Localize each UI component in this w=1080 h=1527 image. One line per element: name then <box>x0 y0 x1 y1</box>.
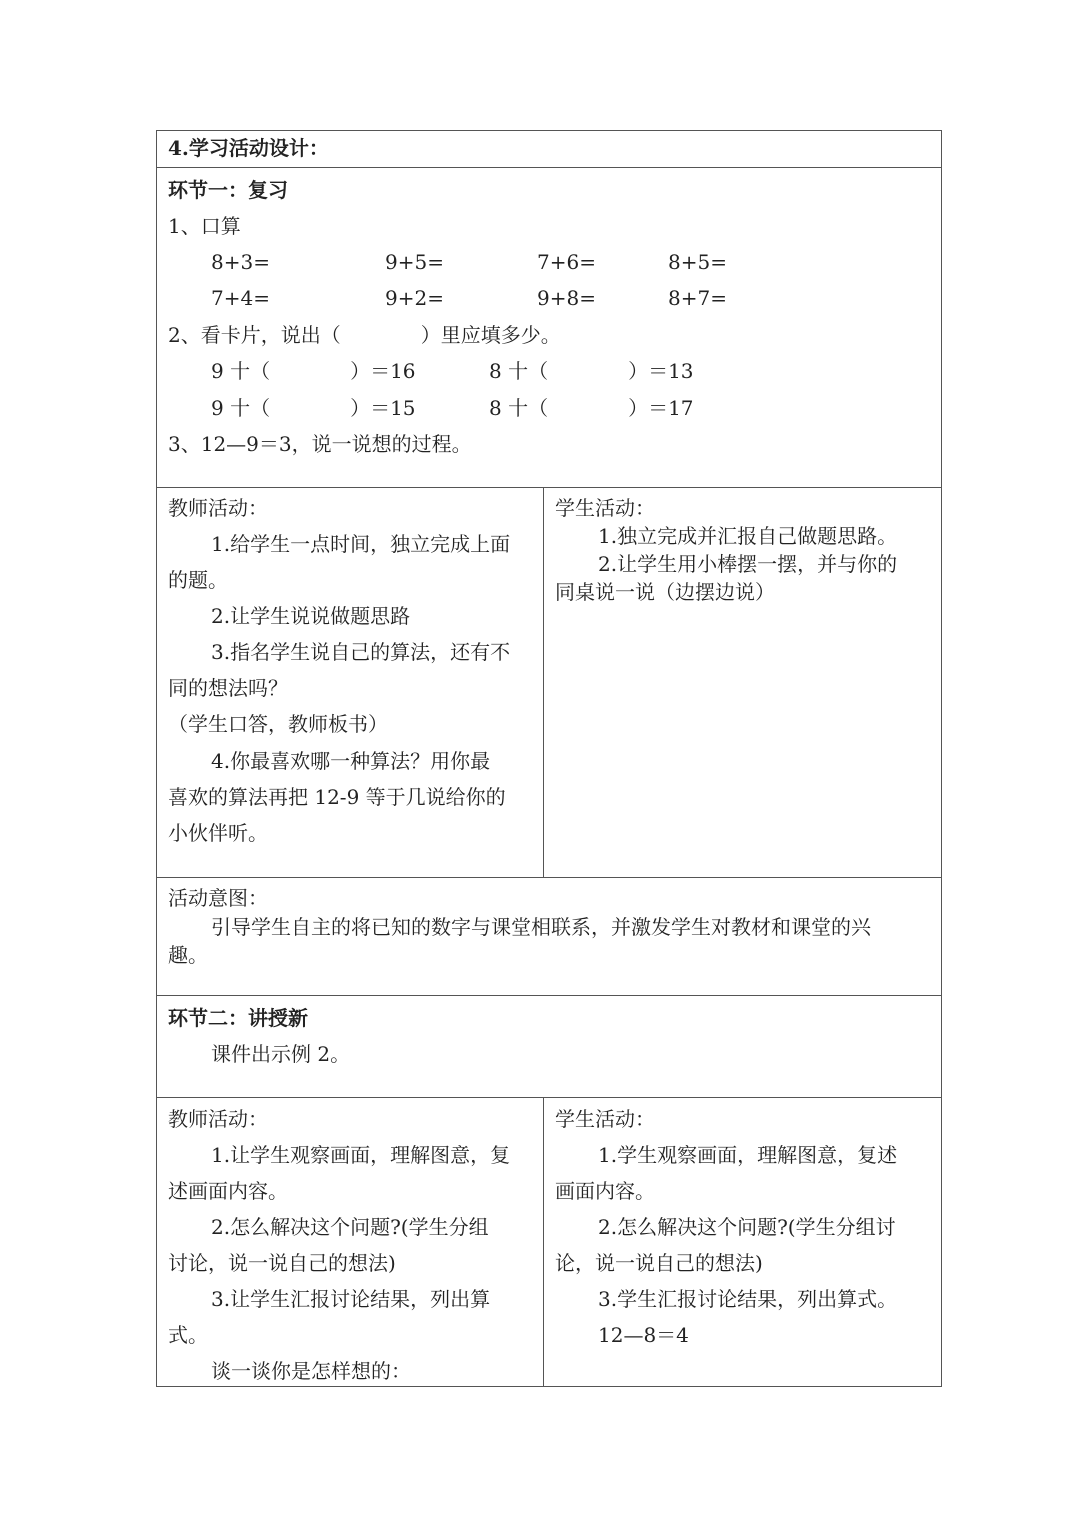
oral-calc-title: 1、口算 <box>168 214 241 238</box>
oral-item: 8+7= <box>668 286 727 310</box>
oral-item: 9+5= <box>385 250 444 274</box>
new-lesson-line: 课件出示例 2。 <box>211 1042 351 1066</box>
teacher-line: 2.怎么解决这个问题?(学生分组 <box>211 1215 489 1239</box>
student-line: 画面内容。 <box>555 1179 655 1203</box>
oral-item: 7+6= <box>537 250 596 274</box>
teacher-line: （学生口答，教师板书） <box>168 712 388 736</box>
teacher-line: 1.让学生观察画面，理解图意，复 <box>211 1143 511 1167</box>
oral-item: 8+5= <box>668 250 727 274</box>
student-line: 1.独立完成并汇报自己做题思路。 <box>598 524 898 548</box>
oral-item: 7+4= <box>211 286 270 310</box>
oral-item: 8+3= <box>211 250 270 274</box>
teacher-line: 的题。 <box>168 568 228 592</box>
student-activity-title: 学生活动： <box>555 496 655 520</box>
teacher-line: 同的想法吗？ <box>168 676 288 700</box>
teacher-line: 小伙伴听。 <box>168 821 268 845</box>
card-item: 9 十（ ）＝16 <box>211 359 416 383</box>
teacher-line: 1.给学生一点时间，独立完成上面 <box>211 532 511 556</box>
card-item: 8 十（ ）＝13 <box>489 359 694 383</box>
teacher-line: 讨论，说一说自己的想法) <box>168 1251 396 1275</box>
oral-item: 9+8= <box>537 286 596 310</box>
student-line: 3.学生汇报讨论结果，列出算式。 <box>598 1287 898 1311</box>
student-line: 2.让学生用小棒摆一摆，并与你的 <box>598 552 898 576</box>
card-item: 8 十（ ）＝17 <box>489 396 694 420</box>
process-question: 3、12—9＝3，说一说想的过程。 <box>168 432 472 456</box>
teacher-line: 喜欢的算法再把 12-9 等于几说给你的 <box>168 785 506 809</box>
student-activity-1 <box>544 488 941 877</box>
teacher-activity-1 <box>157 488 544 877</box>
student-line: 12—8＝4 <box>598 1323 689 1347</box>
teacher-activity-title: 教师活动： <box>168 496 268 520</box>
new-lesson-heading: 环节二：讲授新 <box>168 1006 308 1030</box>
activity-row-1 <box>157 488 941 878</box>
teacher-line: 2.让学生说说做题思路 <box>211 604 411 628</box>
student-line: 同桌说一说（边摆边说） <box>555 580 775 604</box>
student-activity-2 <box>544 1098 941 1386</box>
title-row <box>157 131 941 168</box>
card-question-title: 2、看卡片，说出（ ）里应填多少。 <box>168 323 561 347</box>
intent-line: 引导学生自主的将已知的数字与课堂相联系，并激发学生对教材和课堂的兴 <box>211 915 871 939</box>
student-line: 2.怎么解决这个问题?(学生分组讨 <box>598 1215 896 1239</box>
teacher-line: 式。 <box>168 1323 208 1347</box>
intent-row <box>157 878 941 996</box>
teacher-line: 谈一谈你是怎样想的： <box>211 1359 411 1383</box>
teacher-line: 3.指名学生说自己的算法，还有不 <box>211 640 511 664</box>
student-line: 论，说一说自己的想法) <box>555 1251 763 1275</box>
lesson-plan-table <box>156 130 942 1387</box>
student-activity-title: 学生活动： <box>555 1107 655 1131</box>
card-item: 9 十（ ）＝15 <box>211 396 416 420</box>
teacher-activity-2 <box>157 1098 544 1386</box>
teacher-activity-title: 教师活动： <box>168 1107 268 1131</box>
new-lesson-section <box>157 996 941 1098</box>
activity-row-2 <box>157 1098 941 1386</box>
review-section <box>157 168 941 488</box>
student-line: 1.学生观察画面，理解图意，复述 <box>598 1143 898 1167</box>
review-heading: 环节一：复习 <box>168 178 288 202</box>
intent-line: 趣。 <box>168 943 208 967</box>
oral-item: 9+2= <box>385 286 444 310</box>
section-title: 4.学习活动设计： <box>168 136 329 160</box>
teacher-line: 4.你最喜欢哪一种算法？用你最 <box>211 749 491 773</box>
intent-title: 活动意图： <box>168 886 268 910</box>
teacher-line: 述画面内容。 <box>168 1179 288 1203</box>
teacher-line: 3.让学生汇报讨论结果，列出算 <box>211 1287 491 1311</box>
